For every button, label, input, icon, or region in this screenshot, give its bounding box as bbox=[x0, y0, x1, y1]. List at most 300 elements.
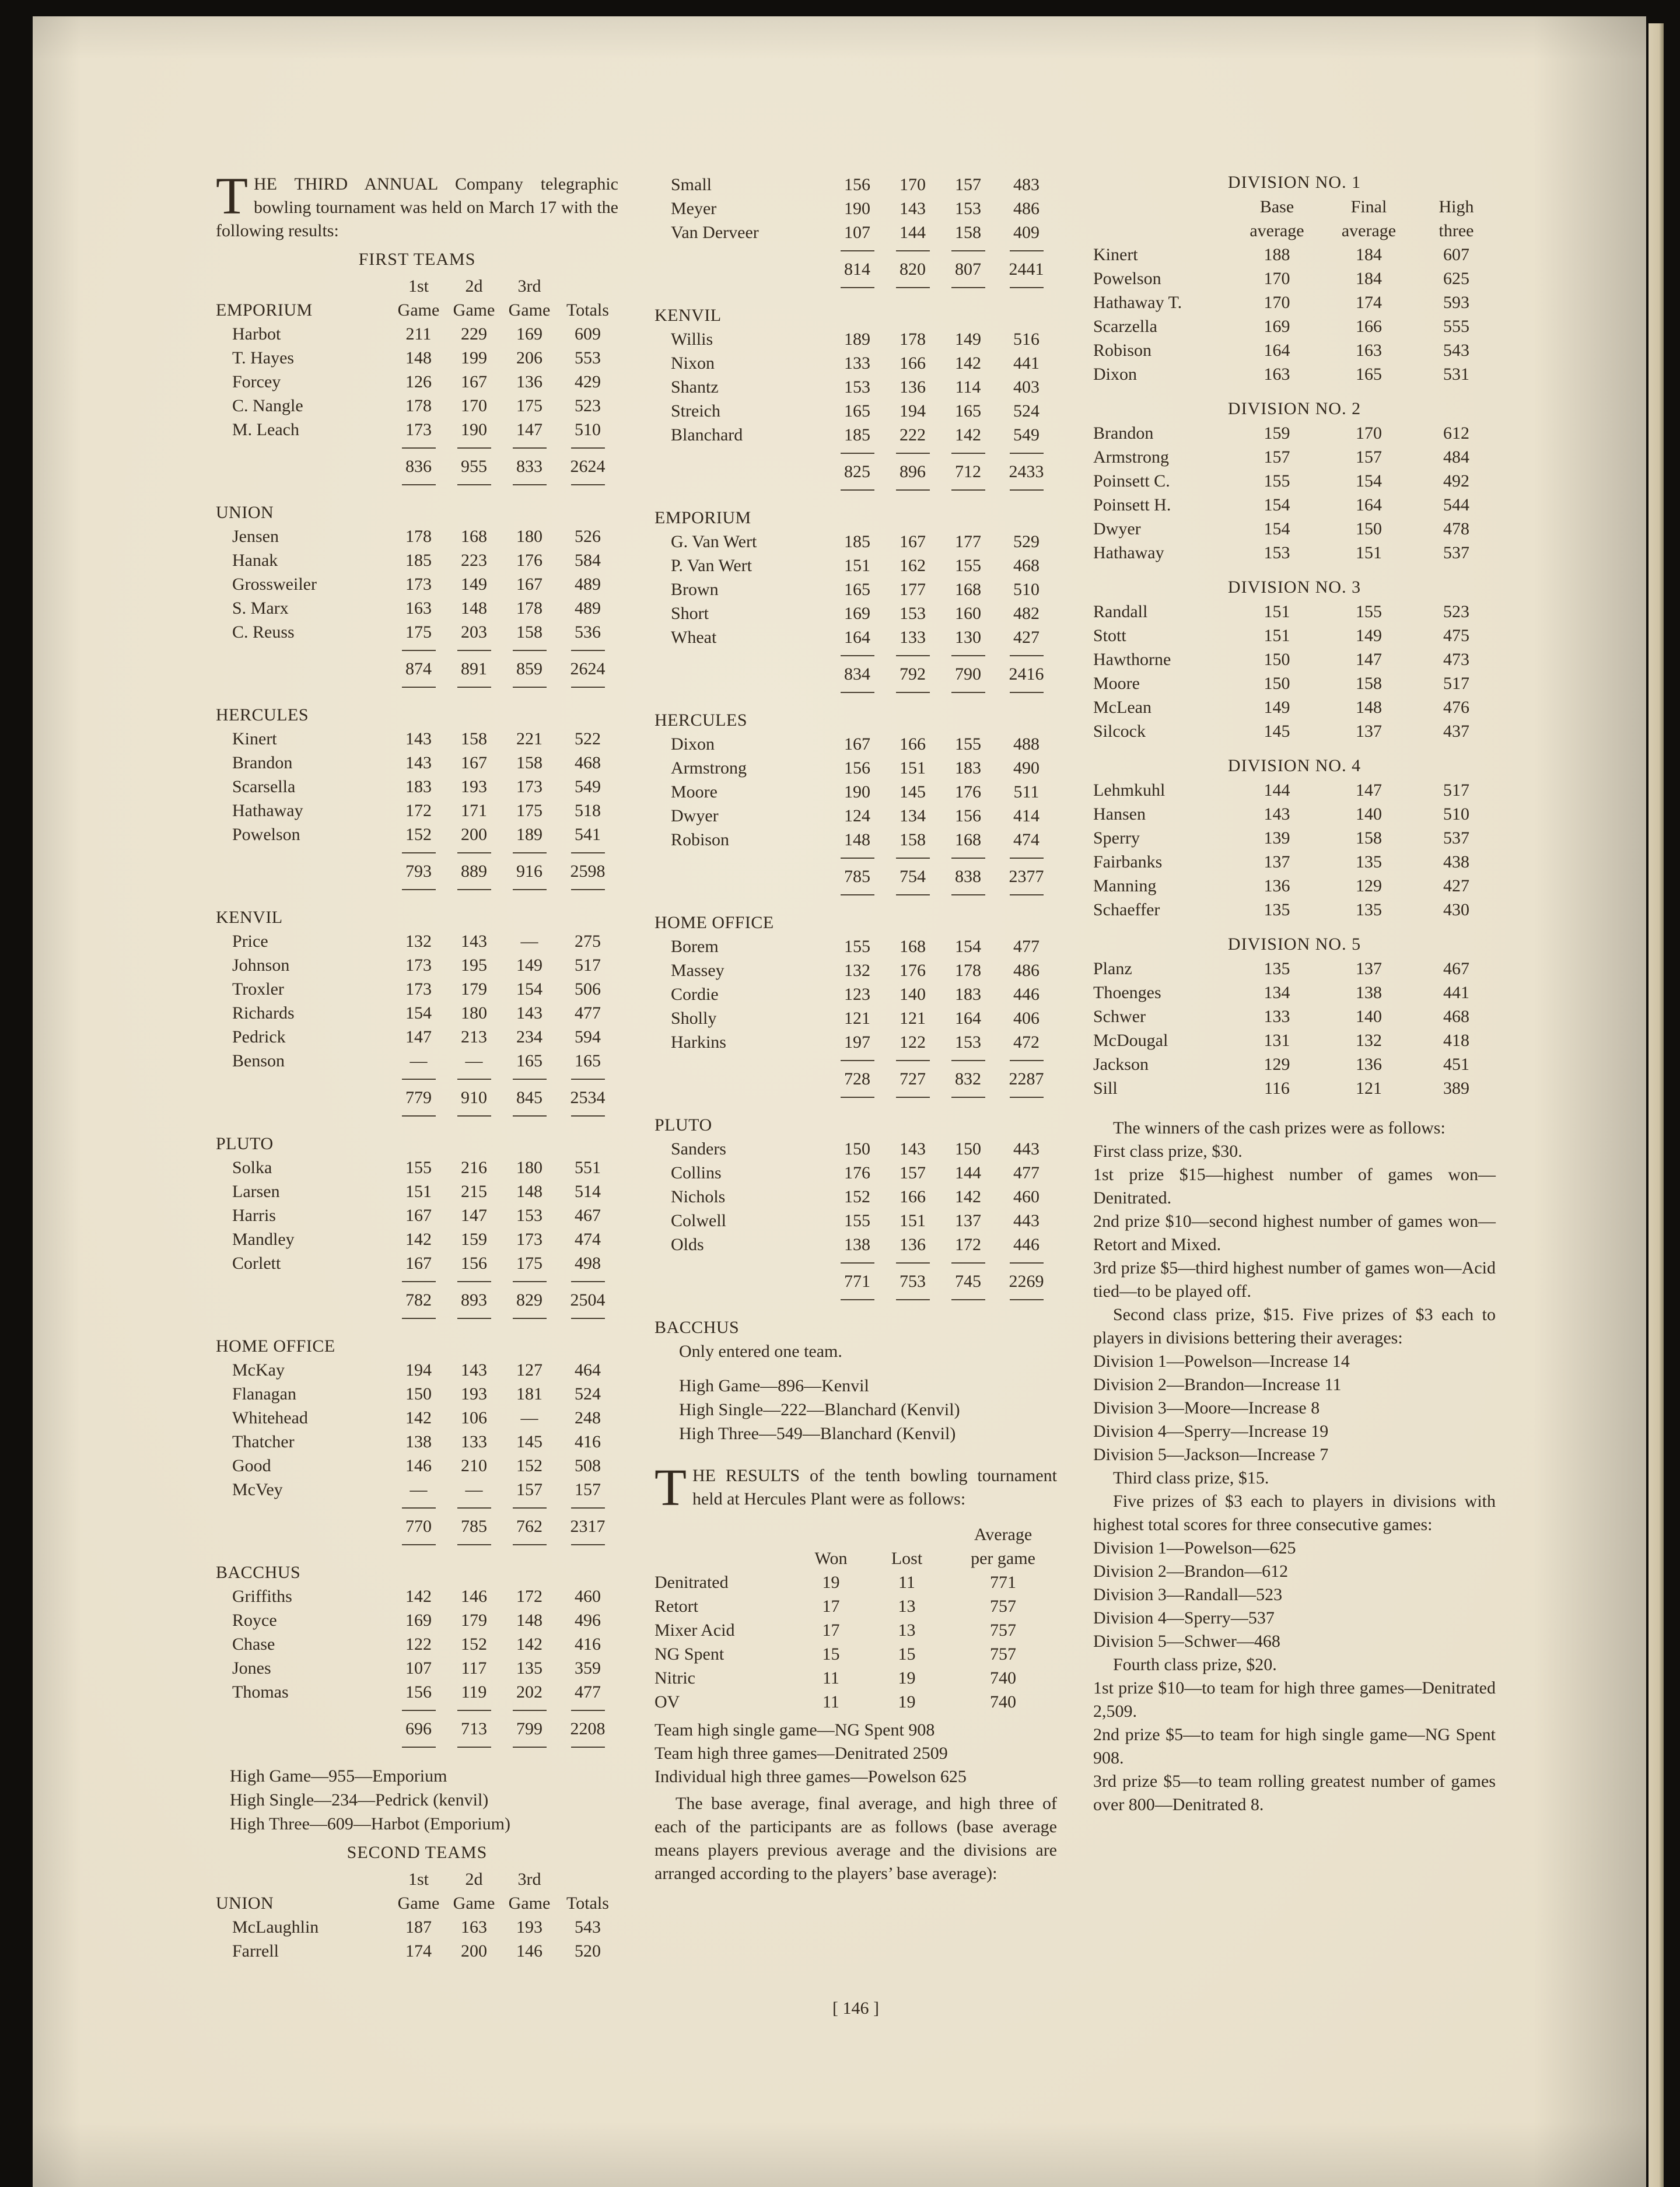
header-three: three bbox=[1438, 221, 1474, 240]
page-content bbox=[216, 167, 1496, 1963]
game2-score: 133 bbox=[461, 1432, 487, 1451]
game1-score: 147 bbox=[405, 1027, 432, 1047]
base-average: 137 bbox=[1264, 852, 1290, 872]
final-average: 170 bbox=[1356, 424, 1382, 443]
prize-line: The winners of the cash prizes were as follows: bbox=[1113, 1118, 1446, 1138]
player-total: 416 bbox=[575, 1432, 601, 1451]
final-average: 184 bbox=[1356, 245, 1382, 264]
base-average: 135 bbox=[1264, 900, 1290, 919]
game3-score: 142 bbox=[516, 1635, 542, 1654]
player-total: 594 bbox=[575, 1027, 601, 1047]
player-rows bbox=[654, 327, 1057, 447]
rule-line bbox=[513, 852, 547, 853]
rule-line bbox=[457, 447, 491, 449]
header-base: Base bbox=[1259, 197, 1294, 216]
high-three: 612 bbox=[1443, 424, 1469, 443]
rule-line bbox=[513, 1079, 547, 1080]
player-total: 477 bbox=[575, 1682, 601, 1702]
won-count: 11 bbox=[822, 1668, 839, 1688]
results-notes bbox=[654, 1719, 1057, 1789]
player-rows bbox=[654, 732, 1057, 852]
player-name: S. Marx bbox=[232, 599, 289, 618]
player-name: Troxler bbox=[232, 979, 284, 999]
final-average: 151 bbox=[1356, 543, 1382, 562]
final-average: 140 bbox=[1356, 1007, 1382, 1026]
player-row bbox=[216, 1632, 618, 1656]
game3-score: 168 bbox=[955, 830, 981, 849]
game2-score: 223 bbox=[461, 551, 487, 570]
game1-score: 185 bbox=[844, 425, 870, 445]
base-average: 149 bbox=[1264, 698, 1290, 717]
player-name: McDougal bbox=[1093, 1031, 1168, 1050]
player-row bbox=[654, 1030, 1057, 1054]
total-game1: 782 bbox=[405, 1290, 432, 1310]
prize-line: First class prize, $30. bbox=[1093, 1142, 1242, 1161]
team-totals-row bbox=[654, 460, 1057, 484]
final-average: 164 bbox=[1356, 495, 1382, 515]
game1-score: 169 bbox=[405, 1611, 432, 1630]
team-section bbox=[216, 1334, 618, 1551]
final-average: 137 bbox=[1356, 959, 1382, 978]
game2-score: 147 bbox=[461, 1206, 487, 1225]
game3-score: 158 bbox=[516, 753, 542, 772]
game2-score: 179 bbox=[461, 979, 487, 999]
game3-score: 127 bbox=[516, 1360, 542, 1380]
high-three: 593 bbox=[1443, 293, 1469, 312]
player-total: 526 bbox=[575, 527, 601, 546]
player-rows bbox=[654, 1137, 1057, 1257]
game3-score: 150 bbox=[955, 1139, 981, 1159]
game2-score: 180 bbox=[461, 1003, 487, 1023]
game2-score: 179 bbox=[461, 1611, 487, 1630]
game3-score: 154 bbox=[516, 979, 542, 999]
game2-score: 148 bbox=[461, 599, 487, 618]
total-overall: 2441 bbox=[1009, 260, 1044, 279]
division-row bbox=[1093, 541, 1496, 565]
game1-score: 156 bbox=[844, 175, 870, 194]
high-line: High Game—955—Emporium bbox=[230, 1766, 447, 1786]
final-average: 140 bbox=[1356, 804, 1382, 824]
total-game3: 745 bbox=[955, 1272, 981, 1291]
prize-line: Division 4—Sperry—537 bbox=[1093, 1608, 1275, 1628]
total-overall: 2624 bbox=[570, 457, 606, 476]
game1-score: 150 bbox=[844, 1139, 870, 1159]
game3-score: 153 bbox=[516, 1206, 542, 1225]
total-game1: 785 bbox=[844, 867, 870, 886]
player-row bbox=[654, 375, 1057, 399]
high-three: 430 bbox=[1443, 900, 1469, 919]
totals-rule-bottom bbox=[216, 883, 618, 896]
header-average: average bbox=[1341, 221, 1396, 240]
totals-rule-top bbox=[654, 649, 1057, 662]
game3-score: 180 bbox=[516, 1158, 542, 1177]
game3-score: 193 bbox=[516, 1917, 542, 1937]
player-name: Robison bbox=[671, 830, 730, 849]
player-row bbox=[216, 1454, 618, 1478]
player-row bbox=[654, 982, 1057, 1006]
article2-intro bbox=[654, 1459, 1057, 1517]
prize-line: Division 2—Brandon—612 bbox=[1093, 1562, 1289, 1581]
player-total: 549 bbox=[1013, 425, 1040, 445]
prize-line: Division 3—Randall—523 bbox=[1093, 1585, 1283, 1604]
game3-score: 175 bbox=[516, 1254, 542, 1273]
totals-rule-bottom bbox=[654, 1091, 1057, 1104]
player-name: Kinert bbox=[232, 729, 277, 748]
game3-score: 181 bbox=[516, 1384, 542, 1404]
rule-line bbox=[951, 287, 985, 288]
player-row bbox=[654, 1137, 1057, 1161]
first-teams-highs bbox=[216, 1764, 618, 1836]
rule-line bbox=[571, 852, 605, 853]
final-average: 135 bbox=[1356, 900, 1382, 919]
prize-line: Fourth class prize, $20. bbox=[1113, 1655, 1277, 1674]
player-name: Manning bbox=[1093, 876, 1157, 895]
game1-score: 185 bbox=[844, 532, 870, 551]
team-totals-row bbox=[654, 257, 1057, 281]
player-name: Sill bbox=[1093, 1079, 1118, 1098]
player-name: Schaeffer bbox=[1093, 900, 1160, 919]
player-total: 275 bbox=[575, 932, 601, 951]
player-row bbox=[216, 572, 618, 596]
player-row bbox=[216, 418, 618, 442]
average-per-game: 771 bbox=[990, 1573, 1016, 1592]
game2-score: 166 bbox=[900, 734, 926, 754]
player-name: Grossweiler bbox=[232, 575, 317, 594]
rule-line bbox=[457, 852, 491, 853]
player-name: Fairbanks bbox=[1093, 852, 1163, 872]
player-name: Price bbox=[232, 932, 268, 951]
division-rows bbox=[1093, 243, 1496, 386]
player-row bbox=[216, 1430, 618, 1454]
lost-count: 13 bbox=[898, 1597, 916, 1616]
player-name: Hathaway T. bbox=[1093, 293, 1182, 312]
next-page-edge bbox=[1648, 23, 1664, 2187]
total-game2: 910 bbox=[461, 1088, 487, 1107]
player-row bbox=[216, 823, 618, 846]
division-rows bbox=[1093, 957, 1496, 1100]
division-row bbox=[1093, 826, 1496, 850]
player-row bbox=[216, 1001, 618, 1025]
game3-score: 142 bbox=[955, 1187, 981, 1206]
high-three: 476 bbox=[1443, 698, 1469, 717]
team-totals-row bbox=[216, 454, 618, 478]
player-row bbox=[654, 351, 1057, 375]
player-row bbox=[216, 1227, 618, 1251]
drop-cap-t: T bbox=[216, 167, 248, 225]
rule-line bbox=[457, 889, 491, 890]
rule-line bbox=[513, 484, 547, 485]
game1-score: 174 bbox=[405, 1941, 432, 1961]
player-name: Small bbox=[671, 175, 712, 194]
game2-score: 117 bbox=[461, 1658, 487, 1678]
team-section bbox=[654, 303, 1057, 496]
game2-score: 200 bbox=[461, 825, 487, 844]
player-name: Forcey bbox=[232, 372, 281, 391]
header-game1: Game bbox=[397, 1894, 440, 1913]
high-three: 418 bbox=[1443, 1031, 1469, 1050]
player-total: 482 bbox=[1013, 604, 1040, 623]
division-row bbox=[1093, 850, 1496, 874]
high-three: 537 bbox=[1443, 543, 1469, 562]
base-average: 145 bbox=[1264, 722, 1290, 741]
rule-line bbox=[402, 889, 436, 890]
division-row bbox=[1093, 778, 1496, 802]
player-name: Good bbox=[232, 1456, 271, 1475]
player-total: 498 bbox=[575, 1254, 601, 1273]
totals-rule-top bbox=[216, 1502, 618, 1514]
results-row bbox=[654, 1618, 1057, 1642]
bacchus-section bbox=[654, 1315, 1057, 1363]
game2-score: 170 bbox=[461, 396, 487, 415]
final-average: 166 bbox=[1356, 317, 1382, 336]
high-three: 531 bbox=[1443, 365, 1469, 384]
player-row bbox=[216, 727, 618, 751]
player-name: Sholly bbox=[671, 1009, 717, 1028]
player-row bbox=[216, 1406, 618, 1430]
game1-score: 173 bbox=[405, 420, 432, 439]
total-game3: 712 bbox=[955, 462, 981, 481]
results-team-name: Denitrated bbox=[654, 1573, 729, 1592]
totals-rule-top bbox=[216, 846, 618, 859]
rule-line bbox=[402, 1544, 436, 1545]
game2-score: 163 bbox=[461, 1917, 487, 1937]
team-name: BACCHUS bbox=[216, 1563, 301, 1582]
article1-intro-text: HE THIRD ANNUAL Company telegraphic bowling tournament was held on March 17 with the following results: bbox=[216, 174, 618, 240]
team-name: HERCULES bbox=[654, 711, 748, 730]
division-row bbox=[1093, 445, 1496, 469]
team-name: PLUTO bbox=[216, 1134, 274, 1153]
rule-line bbox=[571, 447, 605, 449]
total-game3: 845 bbox=[516, 1088, 542, 1107]
base-average: 151 bbox=[1264, 602, 1290, 621]
player-total: 460 bbox=[1013, 1187, 1040, 1206]
game1-score: 156 bbox=[844, 758, 870, 778]
prize-line: Third class prize, $15. bbox=[1113, 1468, 1269, 1488]
base-average: 139 bbox=[1264, 828, 1290, 848]
player-row bbox=[216, 1025, 618, 1049]
game3-score: 221 bbox=[516, 729, 542, 748]
header-game3: Game bbox=[508, 300, 551, 320]
rule-line bbox=[513, 1115, 547, 1117]
team-totals-row bbox=[216, 657, 618, 681]
game3-score: 148 bbox=[516, 1182, 542, 1201]
player-row bbox=[654, 1161, 1057, 1185]
rule-line bbox=[1010, 1060, 1044, 1061]
total-overall: 2416 bbox=[1009, 664, 1044, 684]
player-name: Powelson bbox=[232, 825, 300, 844]
rule-line bbox=[457, 484, 491, 485]
rule-line bbox=[402, 447, 436, 449]
game2-score: — bbox=[465, 1480, 483, 1499]
player-total: 518 bbox=[575, 801, 601, 820]
game3-score: 147 bbox=[516, 420, 542, 439]
game1-score: 178 bbox=[405, 527, 432, 546]
total-game1: 834 bbox=[844, 664, 870, 684]
high-three: 467 bbox=[1443, 959, 1469, 978]
team-name: HOME OFFICE bbox=[216, 1336, 335, 1356]
player-total: 520 bbox=[575, 1941, 601, 1961]
player-name: Poinsett H. bbox=[1093, 495, 1171, 515]
player-total: 483 bbox=[1013, 175, 1040, 194]
totals-rule-bottom bbox=[216, 681, 618, 694]
total-overall: 2433 bbox=[1009, 462, 1044, 481]
rule-line bbox=[951, 1060, 985, 1061]
rule-line bbox=[951, 655, 985, 656]
prize-line: Division 4—Sperry—Increase 19 bbox=[1093, 1422, 1329, 1441]
average-per-game: 757 bbox=[990, 1644, 1016, 1664]
player-total: 553 bbox=[575, 348, 601, 368]
game1-score: 169 bbox=[844, 604, 870, 623]
player-total: 477 bbox=[1013, 1163, 1040, 1182]
division-row bbox=[1093, 648, 1496, 671]
game1-score: 121 bbox=[844, 1009, 870, 1028]
game2-score: 136 bbox=[900, 1235, 926, 1254]
player-name: Randall bbox=[1093, 602, 1148, 621]
rule-line bbox=[1010, 1299, 1044, 1300]
game3-score: 165 bbox=[516, 1051, 542, 1070]
player-name: Armstrong bbox=[671, 758, 747, 778]
average-per-game: 757 bbox=[990, 1621, 1016, 1640]
average-per-game: 740 bbox=[990, 1668, 1016, 1688]
game2-score: 151 bbox=[900, 758, 926, 778]
high-three: 543 bbox=[1443, 341, 1469, 360]
division-section bbox=[1093, 578, 1496, 743]
game2-score: 144 bbox=[900, 223, 926, 242]
prize-line: Division 3—Moore—Increase 8 bbox=[1093, 1398, 1320, 1418]
total-game1: 696 bbox=[405, 1719, 432, 1738]
totals-rule-top bbox=[216, 1073, 618, 1086]
total-game1: 793 bbox=[405, 862, 432, 881]
totals-rule-bottom bbox=[654, 686, 1057, 699]
total-game1: 825 bbox=[844, 462, 870, 481]
player-row bbox=[216, 346, 618, 370]
won-count: 11 bbox=[822, 1692, 839, 1712]
rule-line bbox=[457, 1079, 491, 1080]
prize-line: 1st prize $15—highest number of games won—Denitrated. bbox=[1093, 1165, 1496, 1208]
rule-line bbox=[896, 250, 930, 251]
game2-score: 199 bbox=[461, 348, 487, 368]
player-total: 488 bbox=[1013, 734, 1040, 754]
player-name: Hathaway bbox=[232, 801, 303, 820]
header-totals: Totals bbox=[566, 1894, 609, 1913]
player-total: 529 bbox=[1013, 532, 1040, 551]
player-total: 511 bbox=[1013, 782, 1040, 802]
rule-line bbox=[571, 889, 605, 890]
article2-intro-text: HE RESULTS of the tenth bowling tournament held at Hercules Plant were as follows: bbox=[692, 1466, 1057, 1509]
player-name: Lehmkuhl bbox=[1093, 781, 1166, 800]
rule-line bbox=[841, 692, 874, 693]
totals-rule-bottom bbox=[654, 281, 1057, 294]
prize-line: Division 5—Jackson—Increase 7 bbox=[1093, 1445, 1329, 1464]
totals-rule-top bbox=[654, 1054, 1057, 1067]
game1-score: — bbox=[410, 1480, 428, 1499]
high-three: 555 bbox=[1443, 317, 1469, 336]
game3-score: 148 bbox=[516, 1611, 542, 1630]
results-row bbox=[654, 1642, 1057, 1666]
player-name: Dixon bbox=[1093, 365, 1137, 384]
base-average: 164 bbox=[1264, 341, 1290, 360]
total-game3: 833 bbox=[516, 457, 542, 476]
header-totals: Totals bbox=[566, 300, 609, 320]
division-row bbox=[1093, 362, 1496, 386]
rule-line bbox=[841, 1060, 874, 1061]
player-name: M. Leach bbox=[232, 420, 299, 439]
game1-score: 151 bbox=[844, 556, 870, 575]
lost-count: 11 bbox=[898, 1573, 915, 1592]
total-game1: 874 bbox=[405, 659, 432, 678]
rule-line bbox=[896, 692, 930, 693]
rule-line bbox=[1010, 1097, 1044, 1098]
division-title: DIVISION NO. 4 bbox=[1227, 756, 1362, 775]
division-rows bbox=[1093, 600, 1496, 743]
totals-rule-top bbox=[654, 1257, 1057, 1269]
player-row bbox=[216, 548, 618, 572]
team-totals-row bbox=[654, 1067, 1057, 1091]
game3-score: 158 bbox=[955, 223, 981, 242]
game1-score: 148 bbox=[405, 348, 432, 368]
game1-score: 132 bbox=[844, 961, 870, 980]
base-average: 188 bbox=[1264, 245, 1290, 264]
player-name: Planz bbox=[1093, 959, 1132, 978]
division-section bbox=[1093, 399, 1496, 565]
team-totals-row bbox=[216, 1514, 618, 1538]
rule-line bbox=[402, 650, 436, 651]
high-three: 441 bbox=[1443, 983, 1469, 1002]
header-3rd: 3rd bbox=[517, 1870, 541, 1889]
rule-line bbox=[402, 1507, 436, 1509]
division-header-top bbox=[1093, 195, 1496, 219]
game2-score: 106 bbox=[461, 1408, 487, 1427]
player-name: P. Van Wert bbox=[671, 556, 752, 575]
division-row bbox=[1093, 243, 1496, 267]
team-totals-row bbox=[216, 1288, 618, 1312]
player-name: Powelson bbox=[1093, 269, 1161, 288]
game1-score: 107 bbox=[844, 223, 870, 242]
base-average: 144 bbox=[1264, 781, 1290, 800]
total-game3: 832 bbox=[955, 1069, 981, 1089]
totals-rule-top bbox=[216, 442, 618, 454]
player-total: 409 bbox=[1013, 223, 1040, 242]
player-total: 157 bbox=[575, 1480, 601, 1499]
player-row bbox=[216, 596, 618, 620]
division-row bbox=[1093, 1005, 1496, 1028]
total-game2: 753 bbox=[900, 1272, 926, 1291]
base-average: 131 bbox=[1264, 1031, 1290, 1050]
game1-score: — bbox=[410, 1051, 428, 1070]
rule-line bbox=[841, 250, 874, 251]
player-name: Robison bbox=[1093, 341, 1152, 360]
player-row bbox=[654, 578, 1057, 601]
player-name: Sperry bbox=[1093, 828, 1140, 848]
totals-rule-top bbox=[216, 644, 618, 657]
rule-line bbox=[571, 650, 605, 651]
final-average: 155 bbox=[1356, 602, 1382, 621]
game1-score: 165 bbox=[844, 401, 870, 421]
team-totals-row bbox=[216, 1086, 618, 1110]
game2-score: 178 bbox=[900, 330, 926, 349]
divisions-list bbox=[1093, 399, 1496, 1100]
final-average: 137 bbox=[1356, 722, 1382, 741]
rule-line bbox=[571, 1079, 605, 1080]
player-total: 427 bbox=[1013, 628, 1040, 647]
player-name: Schwer bbox=[1093, 1007, 1146, 1026]
base-average: 155 bbox=[1264, 471, 1290, 491]
player-name: Poinsett C. bbox=[1093, 471, 1170, 491]
game2-score: 167 bbox=[461, 372, 487, 391]
final-average: 147 bbox=[1356, 650, 1382, 669]
game1-score: 173 bbox=[405, 575, 432, 594]
high-three: 468 bbox=[1443, 1007, 1469, 1026]
